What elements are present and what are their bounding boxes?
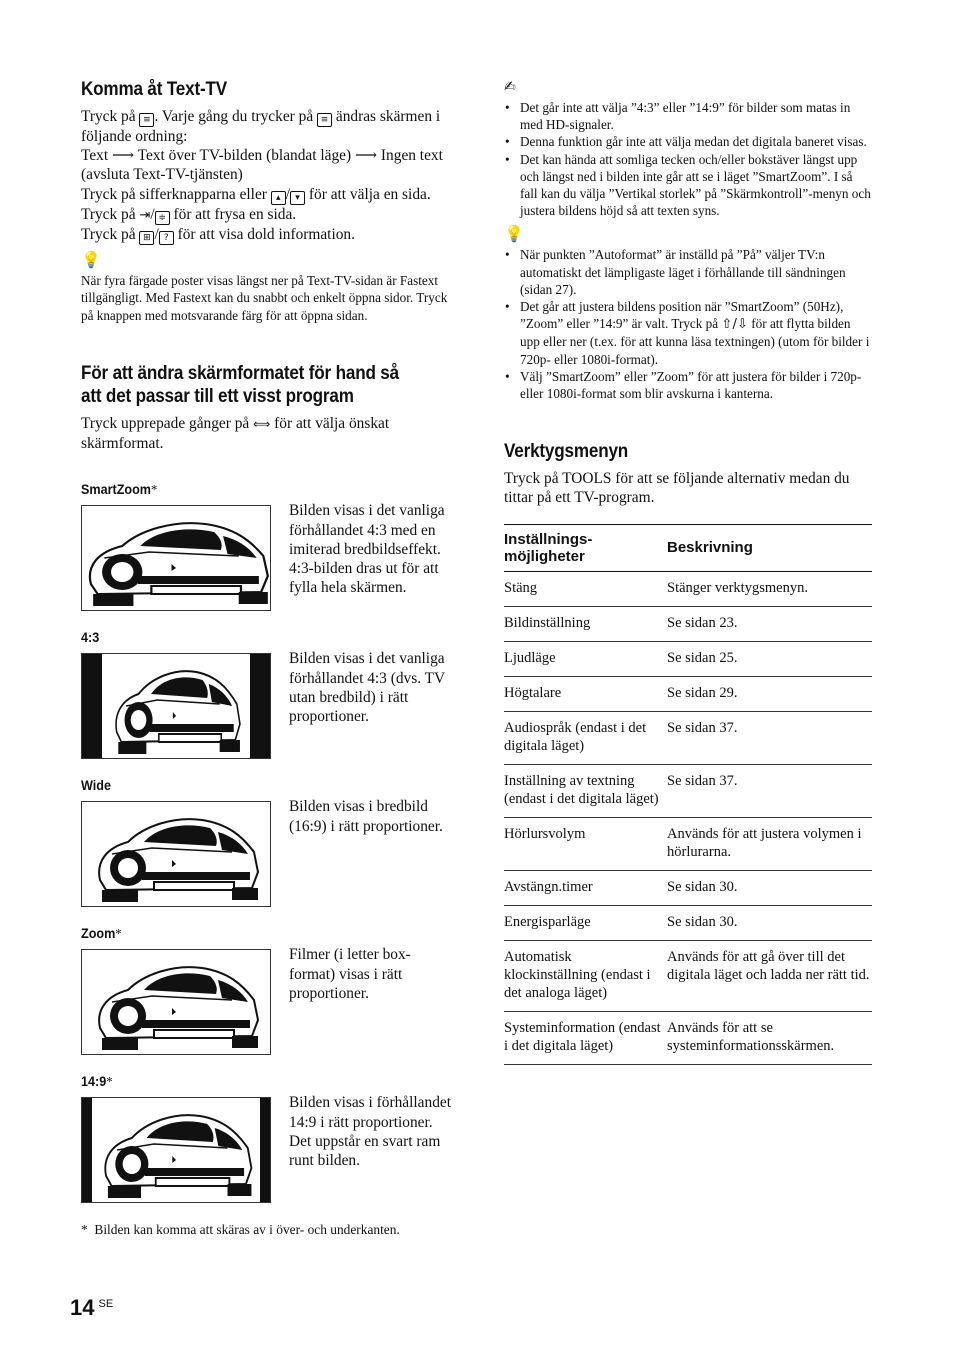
table-row [504,571,872,606]
notes-list [504,99,872,219]
table-cell-option: Inställning av textning (endast i det digitala läget) [504,764,667,817]
table-cell-description: Används för att justera volymen i hörlurarna. [667,817,872,870]
car-illustration [81,505,271,611]
table-cell-option: Systeminformation (endast i det digitala läget) [504,1011,667,1064]
format-description: Bilden visas i förhållandet 14:9 i rätt proportioner. Det uppstår en svart ram runt bilden. [289,1094,451,1170]
teletext-paragraph-3: Tryck på sifferknapparna eller ▴ / ▾ för att välja en sida. [81,185,431,203]
table-cell-description: Se sidan 37. [667,711,872,764]
format-row [81,946,451,1055]
teletext-paragraph-1: Tryck på ≡ . Varje gång du trycker på ≡ ändras skärmen i följande ordning: [81,108,441,145]
format-description: Bilden visas i det vanliga förhållandet 4:3 med en imiterad bredbildseffekt. 4:3-bilden dras ut för att fylla hela skärmen. [289,502,445,597]
teletext-button-icon: ≡ [317,113,332,127]
list-item: • Det går att justera bildens position när ”SmartZoom” (50Hz), ”Zoom” eller ”14:9” är valt. Tryck på ⇧/⇩ för att flytta bilden upp eller ner (t.ex. för att kunna läsa textningen) (utom för bilder i 720p- eller 1080i-format). [520,298,872,368]
teletext-paragraph-4: Tryck på ⇥/ ≑ för att frysa en sida. [81,205,297,223]
list-item: • När punkten ”Autoformat” är inställd på ”På” väljer TV:n automatiskt det lämpligaste läget i förhållande till sändningen (sidan 27). [520,246,872,298]
section-title-teletext: Komma åt Text-TV [81,79,227,100]
format-row [81,650,451,759]
arrow-right-icon: ⟶ [354,147,378,165]
car-illustration [81,1097,271,1203]
table-header-options: Inställnings- möjligheter [504,524,667,571]
question-icon: ? [159,231,174,245]
pencil-note-icon: ✍ [504,79,516,95]
format-row [81,502,451,611]
table-cell-description: Stänger verktygsmenyn. [667,571,872,606]
table-cell-description: Används för att gå över till det digitala läget och ladda ner rätt tid. [667,940,872,1011]
table-cell-option: Energisparläge [504,905,667,940]
screen-format-intro: Tryck upprepade gånger på ⟺ för att välja önskat skärmformat. [81,415,390,453]
list-item: • Välj ”SmartZoom” eller ”Zoom” för att justera för bilder i 720p- eller 1080i-format som blir avskurna i kanterna. [520,368,872,402]
table-cell-description: Se sidan 30. [667,905,872,940]
tools-intro: Tryck på TOOLS för att se följande alternativ medan du tittar på ett TV-program. [504,470,850,507]
table-cell-option: Högtalare [504,676,667,711]
table-cell-option: Ljudläge [504,641,667,676]
right-column [504,78,872,1065]
teletext-tip: När fyra färgade poster visas längst ner på Text-TV-sidan är Fastext tillgängligt. Med Fastext kan du snabbt och enkelt öppna sidor. Tryck på knappen med motsvarande färg för att öppna sidan. [81,272,448,323]
table-cell-description: Se sidan 30. [667,870,872,905]
format-label: 14:9* [81,1073,113,1091]
table-cell-option: Hörlursvolym [504,817,667,870]
table-row [504,817,872,870]
format-description: Bilden visas i bredbild (16:9) i rätt proportioner. [289,798,443,835]
hold-icon: ⇥ [139,207,151,223]
table-cell-description: Används för att se systeminformationsskärmen. [667,1011,872,1064]
table-row [504,606,872,641]
table-row [504,905,872,940]
table-cell-option: Avstängn.timer [504,870,667,905]
table-row [504,870,872,905]
lightbulb-tip-icon: 💡 [504,224,524,244]
table-cell-option: Bildinställning [504,606,667,641]
tools-table [504,524,872,1065]
format-list [81,481,451,1203]
table-cell-description: Se sidan 37. [667,764,872,817]
table-cell-option: Stäng [504,571,667,606]
section-title-screen-format: För att ändra skärmformatet för hand så att det passar till ett visst program [81,363,399,408]
table-cell-option: Automatisk klockinställning (endast i det analoga läget) [504,940,667,1011]
freeze-icon: ≑ [155,211,170,225]
format-row [81,798,451,907]
tips-list [504,246,872,402]
table-header-description: Beskrivning [667,524,872,571]
table-cell-description: Se sidan 23. [667,606,872,641]
table-cell-description: Se sidan 29. [667,676,872,711]
page-down-icon: ▾ [290,191,305,205]
car-illustration [81,949,271,1055]
left-column [81,78,451,1252]
car-illustration [81,801,271,907]
table-cell-description: Se sidan 25. [667,641,872,676]
format-description: Bilden visas i det vanliga förhållandet 4:3 (dvs. TV utan bredbild) i rätt proportioner. [289,650,445,726]
table-cell-option: Audiospråk (endast i det digitala läget) [504,711,667,764]
table-row [504,940,872,1011]
tools-table-body [504,571,872,1064]
format-description: Filmer (i letter box-format) visas i rätt proportioner. [289,946,411,1002]
table-row [504,676,872,711]
list-item: • Det kan hända att somliga tecken och/eller bokstäver längst upp och längst ned i bilden inte går att se i läget ”SmartZoom”. I så fall kan du välja ”Vertikal storlek” på ”Skärmkontroll”-menyn och justera bildens höjd så att texten syns. [520,151,872,220]
lightbulb-tip-icon: 💡 [81,249,101,269]
page-number: 14 $^{SE}$ [70,1295,114,1320]
format-label: SmartZoom* [81,481,158,499]
list-item: • Denna funktion går inte att välja medan det digitala baneret visas. [520,133,872,150]
teletext-paragraph-5: Tryck på ⊞ / ? för att visa dold information. [81,225,355,243]
footnote: * Bilden kan komma att skäras av i över- och underkanten. [81,1222,400,1238]
teletext-paragraph-2: Text ⟶ Text över TV-bilden (blandat läge) ⟶ Ingen text (avsluta Text-TV-tjänsten) [81,147,443,184]
table-row [504,764,872,817]
table-row [504,641,872,676]
table-row [504,1011,872,1064]
format-label: Zoom* [81,925,122,943]
section-title-tools: Verktygsmenyn [504,441,629,463]
arrow-right-icon: ⟶ [112,147,135,165]
up-down-arrow-icon: ⇧/⇩ [721,317,748,333]
reveal-icon: ⊞ [139,231,154,245]
format-label: 4:3 [81,629,100,646]
list-item: • Det går inte att välja ”4:3” eller ”14:9” för bilder som matas in med HD-signaler. [520,99,872,133]
table-row [504,711,872,764]
wide-mode-icon: ⟺ [253,417,271,432]
format-label: Wide [81,777,111,794]
teletext-button-icon: ≡ [139,113,154,127]
page-up-icon: ▴ [271,191,286,205]
format-row [81,1094,451,1203]
car-illustration [81,653,271,759]
